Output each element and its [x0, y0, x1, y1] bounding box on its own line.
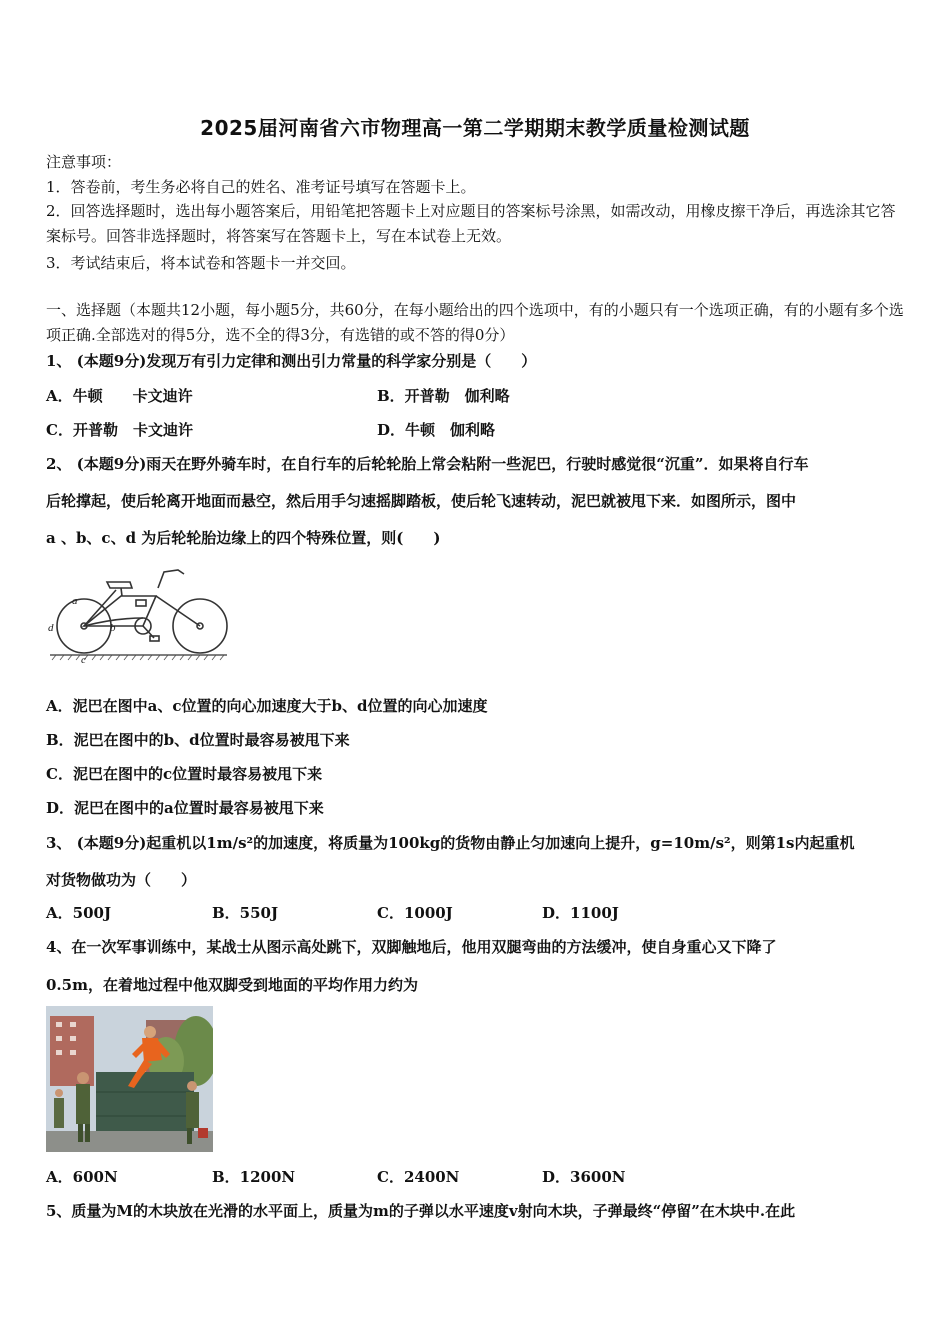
q3-option-c[interactable]: C．1000J	[377, 904, 453, 922]
notice-item-3: 3．考试结束后，将本试卷和答题卡一并交回。	[46, 254, 356, 272]
q3-stem-line2: 对货物做功为（ ）	[46, 871, 197, 889]
label-d: d	[48, 622, 54, 634]
q3-stem-line1: 3、 (本题9分)起重机以1m/s²的加速度，将质量为100kg的货物由静止匀加速向上提升，g=10m/s²，则第1s内起重机	[46, 834, 855, 852]
q3-option-d[interactable]: D．1100J	[542, 904, 619, 922]
q2-option-d[interactable]: D．泥巴在图中的a位置时最容易被甩下来	[46, 799, 324, 817]
notice-heading: 注意事项：	[46, 153, 122, 171]
bicycle-figure	[46, 560, 231, 665]
soldier-photo	[46, 1006, 213, 1152]
q2-stem-line3: a 、b、c、d 为后轮轮胎边缘上的四个特殊位置，则( )	[46, 529, 441, 547]
notice-item-1: 1．答卷前，考生务必将自己的姓名、准考证号填写在答题卡上。	[46, 178, 476, 196]
q4-option-c[interactable]: C．2400N	[377, 1168, 460, 1186]
q1-option-b[interactable]: B．开普勒 伽利略	[377, 387, 510, 405]
q5-stem-line1: 5、质量为M的木块放在光滑的水平面上，质量为m的子弹以水平速度v射向木块，子弹最终“停留”在木块中.在此	[46, 1202, 796, 1220]
q3-option-a[interactable]: A．500J	[46, 904, 112, 922]
q1-option-c[interactable]: C．开普勒 卡文迪许	[46, 421, 193, 439]
q3-option-b[interactable]: B．550J	[212, 904, 279, 922]
notice-item-2: 2．回答选择题时，选出每小题答案后，用铅笔把答题卡上对应题目的答案标号涂黑，如需改动，用橡皮擦干净后，再选涂其它答案标号。回答非选择题时，将答案写在答题卡上，写在本试卷上无效。	[46, 202, 896, 245]
section-intro: 一、选择题（本题共12小题，每小题5分，共60分，在每小题给出的四个选项中，有的小题只有一个选项正确，有的小题有多个选项正确.全部选对的得5分，选不全的得3分，有选错的或不答的得0分）	[46, 301, 904, 344]
q4-stem-line2: 0.5m，在着地过程中他双脚受到地面的平均作用力约为	[46, 976, 418, 994]
q4-option-d[interactable]: D．3600N	[542, 1168, 626, 1186]
q2-option-a[interactable]: A．泥巴在图中a、c位置的向心加速度大于b、d位置的向心加速度	[46, 697, 488, 715]
q2-stem-line2: 后轮撑起，使后轮离开地面而悬空，然后用手匀速摇脚踏板，使后轮飞速转动，泥巴就被甩下来．如图所示，图中	[46, 492, 797, 510]
q1-option-a[interactable]: A．牛顿 卡文迪许	[46, 387, 193, 405]
q2-stem-line1: 2、 (本题9分)雨天在野外骑车时，在自行车的后轮轮胎上常会粘附一些泥巴，行驶时感觉很“沉重”．如果将自行车	[46, 455, 809, 473]
q1-stem: 1、 (本题9分)发现万有引力定律和测出引力常量的科学家分别是（ ）	[46, 352, 537, 370]
q2-option-c[interactable]: C．泥巴在图中的c位置时最容易被甩下来	[46, 765, 323, 783]
page-title: 2025届河南省六市物理高一第二学期期末教学质量检测试题	[200, 116, 750, 140]
label-c: c	[81, 654, 86, 665]
label-b: b	[110, 622, 116, 634]
label-a: a	[72, 595, 78, 607]
q4-option-a[interactable]: A．600N	[46, 1168, 118, 1186]
q1-option-d[interactable]: D．牛顿 伽利略	[377, 421, 496, 439]
q2-option-b[interactable]: B．泥巴在图中的b、d位置时最容易被甩下来	[46, 731, 350, 749]
q4-stem-line1: 4、在一次军事训练中，某战士从图示高处跳下，双脚触地后，他用双腿弯曲的方法缓冲，使自身重心又下降了	[46, 938, 777, 956]
q4-option-b[interactable]: B．1200N	[212, 1168, 296, 1186]
